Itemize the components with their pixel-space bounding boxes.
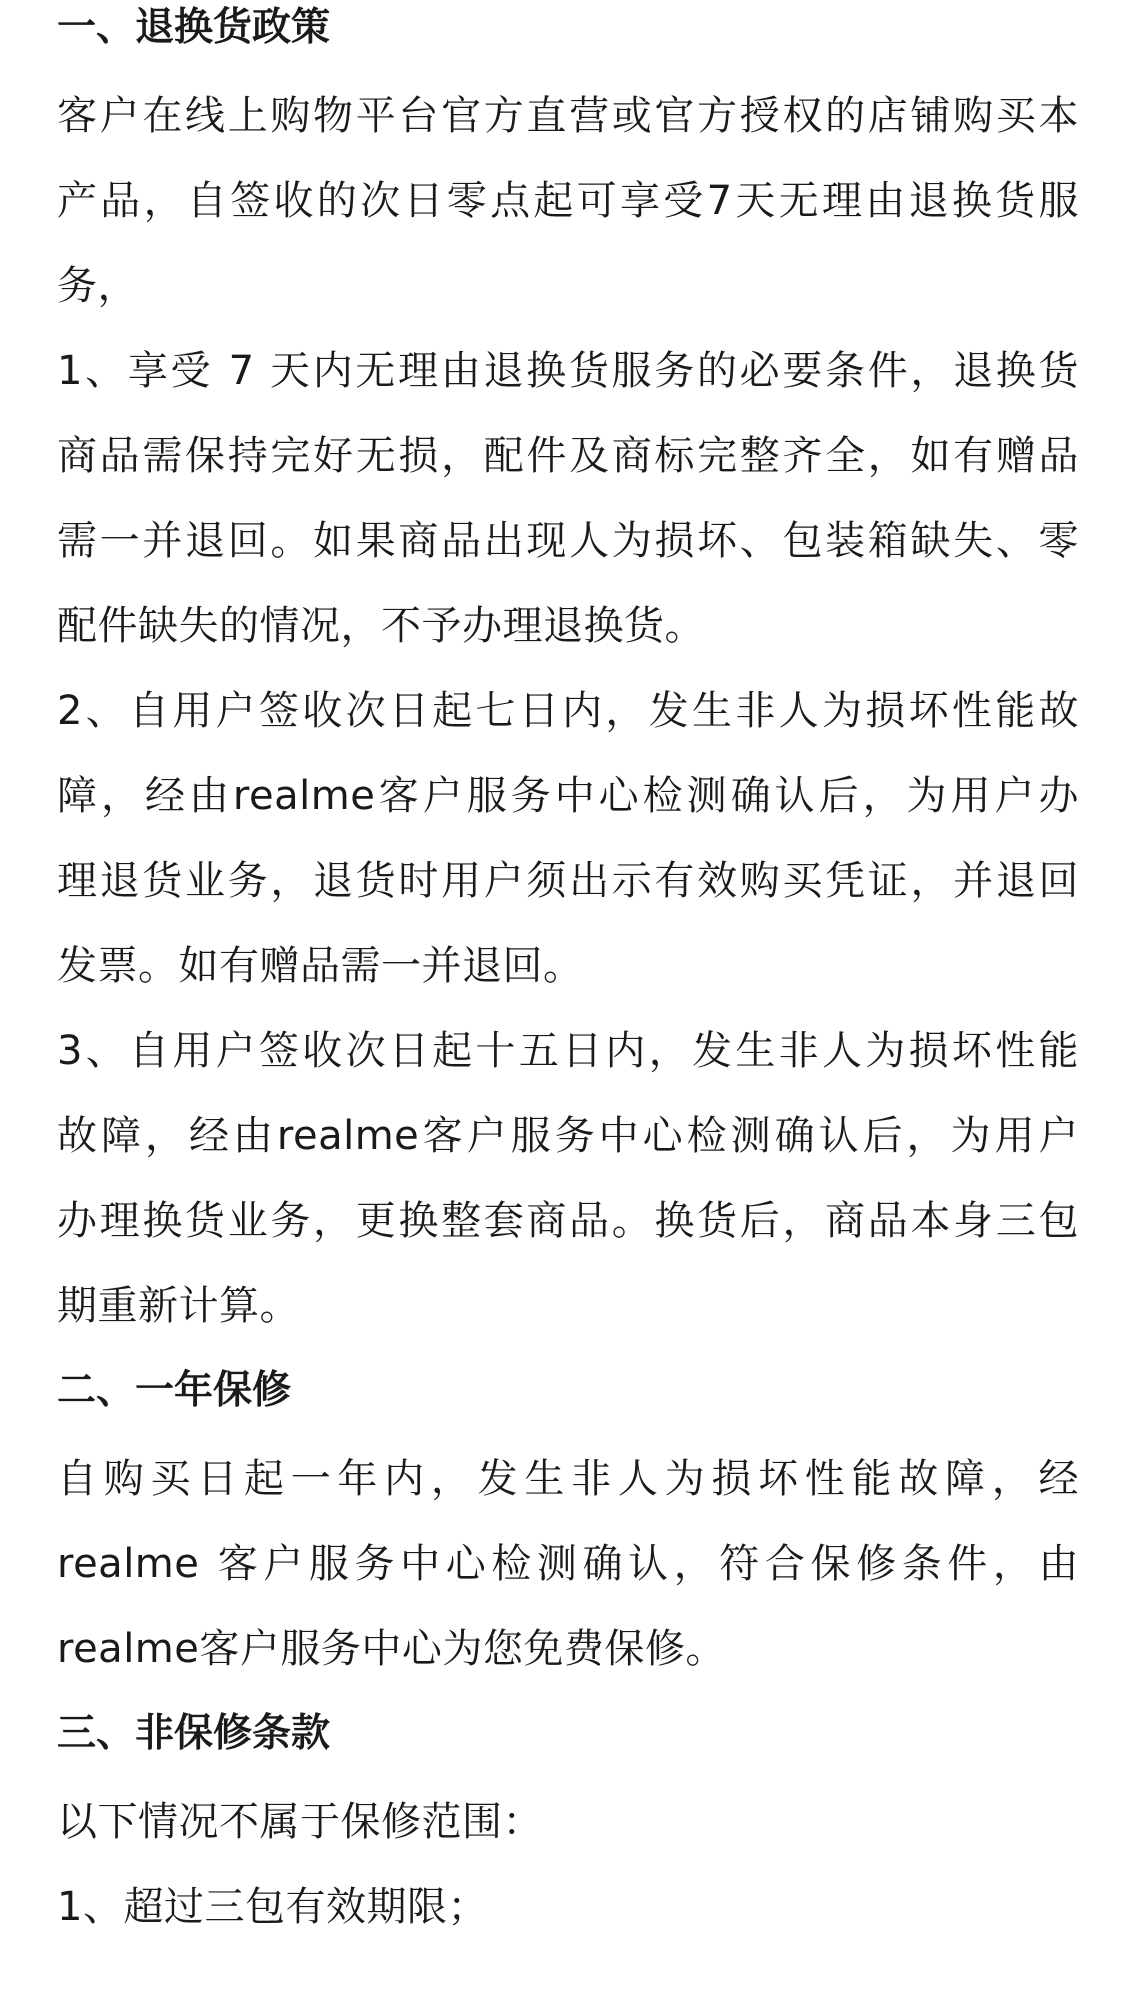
text-line: 商品需保持完好无损，配件及商标完整齐全，如有赠品 [57, 433, 1079, 479]
text-line: 需一并退回。如果商品出现人为损坏、包装箱缺失、零 [57, 518, 1079, 564]
section-heading-warranty: 二、一年保修 [57, 1368, 292, 1413]
text-line: 办理换货业务，更换整套商品。换货后，商品本身三包 [57, 1198, 1079, 1244]
text-line: 产品，自签收的次日零点起可享受7天无理由退换货服 [57, 178, 1079, 224]
text-line: 发票。如有赠品需一并退回。 [57, 943, 584, 989]
text-line: 以下情况不属于保修范围： [57, 1799, 543, 1845]
document [57, 0, 1079, 1930]
list-item [57, 669, 1079, 1009]
text-line: 理退货业务，退货时用户须出示有效购买凭证，并退回 [57, 858, 1079, 904]
text-line: 自购买日起一年内，发生非人为损坏性能故障，经 [57, 1456, 1079, 1502]
text-line: 配件缺失的情况，不予办理退换货。 [57, 603, 705, 649]
section-intro-warranty [57, 1437, 1079, 1692]
text-line: 2、自用户签收次日起七日内，发生非人为损坏性能故 [57, 688, 1079, 734]
section-intro-non-warranty [57, 1780, 1079, 1865]
text-line: realme客户服务中心为您免费保修。 [57, 1626, 726, 1672]
text-line: realme 客户服务中心检测确认，符合保修条件，由 [57, 1541, 1079, 1587]
text-line: 1、享受 7 天内无理由退换货服务的必要条件，退换货 [57, 348, 1079, 394]
list-item [57, 1009, 1079, 1349]
text-line: 3、自用户签收次日起十五日内，发生非人为损坏性能 [57, 1028, 1079, 1074]
list-item [57, 329, 1079, 669]
list-item [57, 1865, 1079, 1930]
text-line: 务， [57, 263, 138, 309]
section-heading-return-policy: 一、退换货政策 [57, 5, 331, 50]
text-line: 障，经由realme客户服务中心检测确认后，为用户办 [57, 773, 1079, 819]
section-intro-return-policy [57, 74, 1079, 329]
text-line: 故障，经由realme客户服务中心检测确认后，为用户 [57, 1113, 1079, 1159]
text-line: 1、超过三包有效期限； [57, 1884, 488, 1930]
section-heading-non-warranty: 三、非保修条款 [57, 1711, 331, 1756]
text-line: 客户在线上购物平台官方直营或官方授权的店铺购买本 [57, 93, 1079, 139]
text-line: 期重新计算。 [57, 1283, 300, 1329]
